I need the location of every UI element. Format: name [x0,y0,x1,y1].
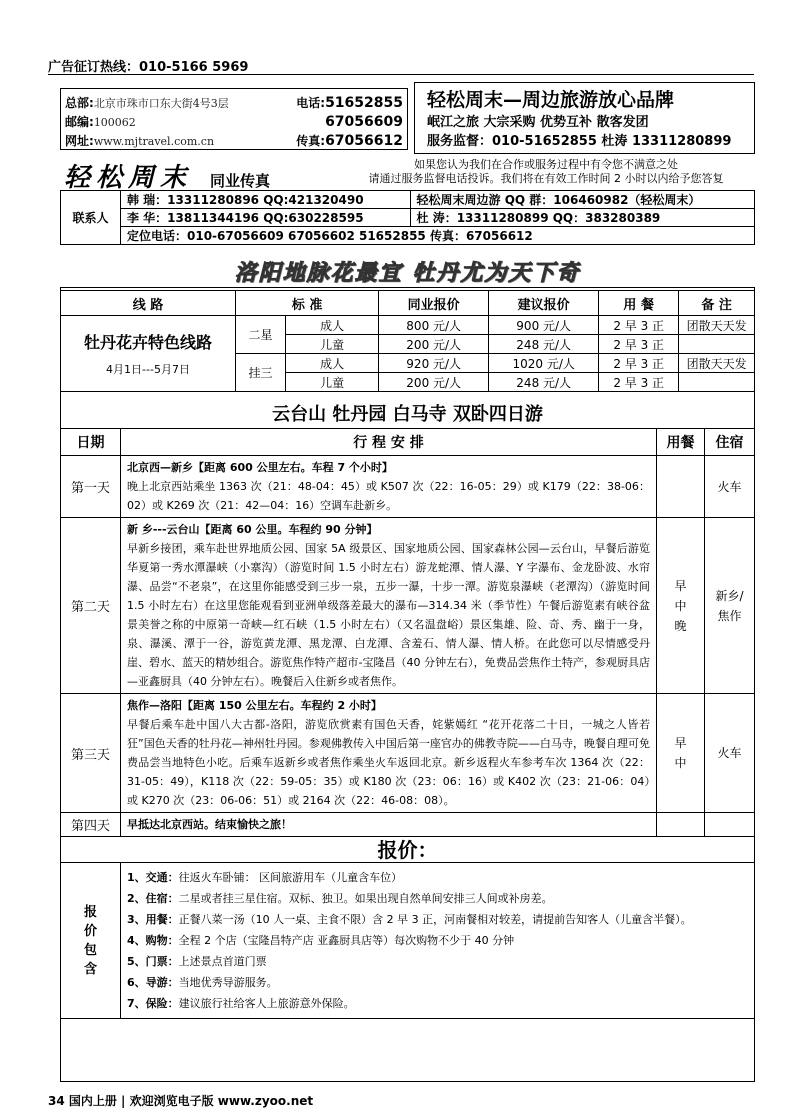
header-standard: 标 准 [236,291,379,316]
fax-value: 67056612 [325,133,403,149]
day-label: 第四天 [61,813,121,837]
page-footer: 34 国内上册 | 欢迎浏览电子版 www.zyoo.net [48,1094,314,1108]
day-title: 新 乡---云台山【距离 60 公里。车程约 90 分钟】 [127,523,378,536]
header-suggest-price: 建议报价 [489,291,599,316]
header-schedule: 行 程 安 排 [121,429,657,456]
include-item [127,951,748,972]
route-date: 4月1日---5月7日 [106,363,190,376]
qq-group: 轻松周末周边游 QQ 群：106460982（轻松周末） [410,191,754,209]
type-child: 儿童 [286,373,379,392]
meal: 2 早 3 正 [599,335,679,354]
day-content [121,456,657,518]
day-meal: 早 中 晚 [657,518,705,694]
company-contact-box [60,88,408,150]
include-key: 2、住宿： [127,892,179,905]
include-item [127,972,748,993]
suggest-price: 248 元/人 [489,335,599,354]
notice-line-1: 如果您认为我们在合作或服务过程中有令您不满意之处 [414,158,678,171]
header-meal: 用 餐 [599,291,679,316]
brand-tags: 岷江之旅 大宗采购 优势互补 散客发团 [427,115,649,130]
include-value: 正餐八菜一汤（10 人一桌、主食不限）含 2 早 3 正，河南餐相对较差，请提前告知客人（儿童含半餐）。 [178,913,692,926]
brand-supervise: 服务监督：010-51652855 杜涛 13311280899 [427,134,732,149]
contacts-label: 联系人 [61,191,121,245]
trade-price: 920 元/人 [379,354,489,373]
trade-price: 200 元/人 [379,373,489,392]
include-key: 7、保险： [127,997,179,1010]
header-route: 线 路 [61,291,236,316]
day-text: 早新乡接团，乘车赴世界地质公园、国家 5A 级景区、国家地质公园、国家森林公园—云台山，早餐后游览华夏第一秀水潭瀑峡（小寨沟）（游览时间 1.5 小时左右）游龙蛇潭、情人瀑、Y 字瀑布、金龙卧波、水帘瀑、品尝“不老泉”，在这里你能感受到三步一泉，五步一瀑，十步一潭。游览泉瀑峡（老潭沟）（游览时间 1.5 小时左右）在这里您能观看到亚洲单级落差最大的瀑布—314.34 米（季节性）午餐后游览素有峡谷盆景美誉之称的中原第一奇峡—红石峡（1.5 小时左右）（又名温盘峪）景区集雄、险、奇、秀、幽于一身，泉、瀑溪、潭于一谷，游览黄龙潭、黑龙潭、白龙潭、含羞石、情人瀑、情人桥。在此您可以尽情感受丹崖、碧水、蓝天的精妙组合。游览焦作特产超市-宝隆昌（40 分钟左右），免费品尝焦作土特产，参观厨具店—亚鑫厨具（40 分钟左右）。晚餐后入住新乡或者焦作。 [127,542,650,688]
header-stay: 住宿 [705,429,755,456]
phone-value: 51652855 [325,95,403,111]
day-label: 第一天 [61,456,121,518]
route-cell [61,316,236,392]
contact-du-tao: 杜 涛：13311280899 QQ：383280389 [410,209,754,227]
header-note: 备 注 [679,291,755,316]
meal: 2 早 3 正 [599,373,679,392]
standard-2star: 二星 [236,316,286,354]
day-title: 北京西—新乡【距离 600 公里左右。车程 7 个小时】 [127,461,393,474]
suggest-price: 1020 元/人 [489,354,599,373]
include-value: 当地优秀导游服务。 [178,976,278,989]
day-text: 晚上北京西站乘坐 1363 次（21：48-04：45）或 K507 次（22：16-05：29）或 K179（22：38-06：02）或 K269 次（21：42—04：16）空调车赴新乡。 [127,480,650,512]
ad-hotline: 广告征订热线：010-5166 5969 [48,60,249,75]
fax-subtitle: 同业传真 [210,172,271,190]
contact-li-hua: 李 华：13811344196 QQ:630228595 [121,209,411,227]
fax-label: 传真: [296,134,326,148]
day-meal [657,456,705,518]
include-value: 建议旅行社给客人上旅游意外保险。 [178,997,355,1010]
include-item [127,993,748,1014]
contact-han-rui: 韩 瑞：13311280896 QQ:421320490 [121,191,411,209]
day-content [121,518,657,694]
itinerary-table [60,428,755,837]
top-divider [48,74,754,75]
phone2-value: 67056609 [325,114,403,130]
include-value: 往返火车卧铺： 区间旅游用车（儿童含车位） [178,871,403,884]
brand-slogan: 轻松周末—周边旅游放心品牌 [427,89,675,111]
price-include-items [121,863,755,1019]
meal: 2 早 3 正 [599,316,679,335]
header-meal: 用餐 [657,429,705,456]
note: 团散天天发 [679,354,755,373]
include-key: 3、用餐： [127,913,179,926]
note [679,335,755,354]
price-table [60,290,755,392]
include-key: 1、交通： [127,871,179,884]
include-key: 6、导游： [127,976,179,989]
address-value: 北京市珠市口东大街4号3层 [93,97,229,110]
contacts-table [60,190,755,245]
day-title: 焦作—洛阳【距离 150 公里左右。车程约 2 小时】 [127,699,382,712]
phone-label: 电话: [296,96,326,110]
notice-line-2: 请通过服务监督电话投诉。我们将在有效工作时间 2 小时以内给予您答复 [368,172,724,185]
trade-price: 800 元/人 [379,316,489,335]
day-stay: 火车 [705,456,755,518]
include-key: 4、购物： [127,934,179,947]
suggest-price: 248 元/人 [489,373,599,392]
type-adult: 成人 [286,354,379,373]
brand-box [414,82,755,154]
day-content [121,694,657,813]
note [679,373,755,392]
type-child: 儿童 [286,335,379,354]
tour-title: 云台山 牡丹园 白马寺 双卧四日游 [272,404,543,425]
suggest-price: 900 元/人 [489,316,599,335]
website-link[interactable]: www.mjtravel.com.cn [93,135,215,148]
day-stay: 新乡/ 焦作 [705,518,755,694]
price-include-table [60,862,755,1019]
brand-logo-text: 轻松周末 [64,163,193,193]
include-value: 二星或者挂三星住宿。双标、独卫。如果出现自然单间安排三人间或补房差。 [178,892,553,905]
header-date: 日期 [61,429,121,456]
include-value: 全程 2 个店（宝隆昌特产店 亚鑫厨具店等）每次购物不少于 40 分钟 [178,934,515,947]
include-item [127,909,748,930]
fax-title [64,157,270,194]
day-meal: 早 中 [657,694,705,813]
include-key: 5、门票： [127,955,179,968]
note: 团散天天发 [679,316,755,335]
trade-price: 200 元/人 [379,335,489,354]
include-item [127,867,748,888]
include-item [127,888,748,909]
price-include-title: 报价： [377,838,438,862]
include-value: 上述景点首道门票 [178,955,267,968]
price-include-section [60,830,755,863]
route-name: 牡丹花卉特色线路 [83,333,212,352]
header-trade-price: 同业报价 [379,291,489,316]
price-include-label: 报 价 包 含 [61,863,121,1019]
standard-3star: 挂三 [236,354,286,392]
day-text: 早餐后乘车赴中国八大古都-洛阳，游览欣赏素有国色天香，姹紫嫣红 “花开花落二十日，一城之人皆若狂”国色天香的牡丹花—神州牡丹园。参观佛教传入中国后第一座官办的佛教寺院——白马寺，晚餐自理可免费品尝当地特色小吃。后乘车返新乡或者焦作乘坐火车返回北京。新乡返程火车参考车次 1364 次（22：31-05：49），K118 次（22：59-05：35）或 K180 次（23：06：16）或 K402 次（23：21-06：04）或 K270 次（23：06-06：51）或 2164 次（22：46-08：08）。 [127,718,650,807]
complaint-notice [336,158,756,186]
booking-phones: 定位电话：010-67056609 67056602 51652855 传真：67056612 [121,227,755,245]
website-label: 网址: [65,134,94,148]
meal: 2 早 3 正 [599,354,679,373]
postcode-value: 100062 [93,116,136,129]
postcode-label: 邮编: [65,115,94,129]
day-title: 早抵达北京西站。结束愉快之旅！ [127,818,292,831]
day-label: 第二天 [61,518,121,694]
type-adult: 成人 [286,316,379,335]
day-stay: 火车 [705,694,755,813]
banner-slogan: 洛阳地脉花最宜 牡丹尤为天下奇 [234,260,581,286]
include-item [127,930,748,951]
address-label: 总部: [65,96,94,110]
day-label: 第三天 [61,694,121,813]
